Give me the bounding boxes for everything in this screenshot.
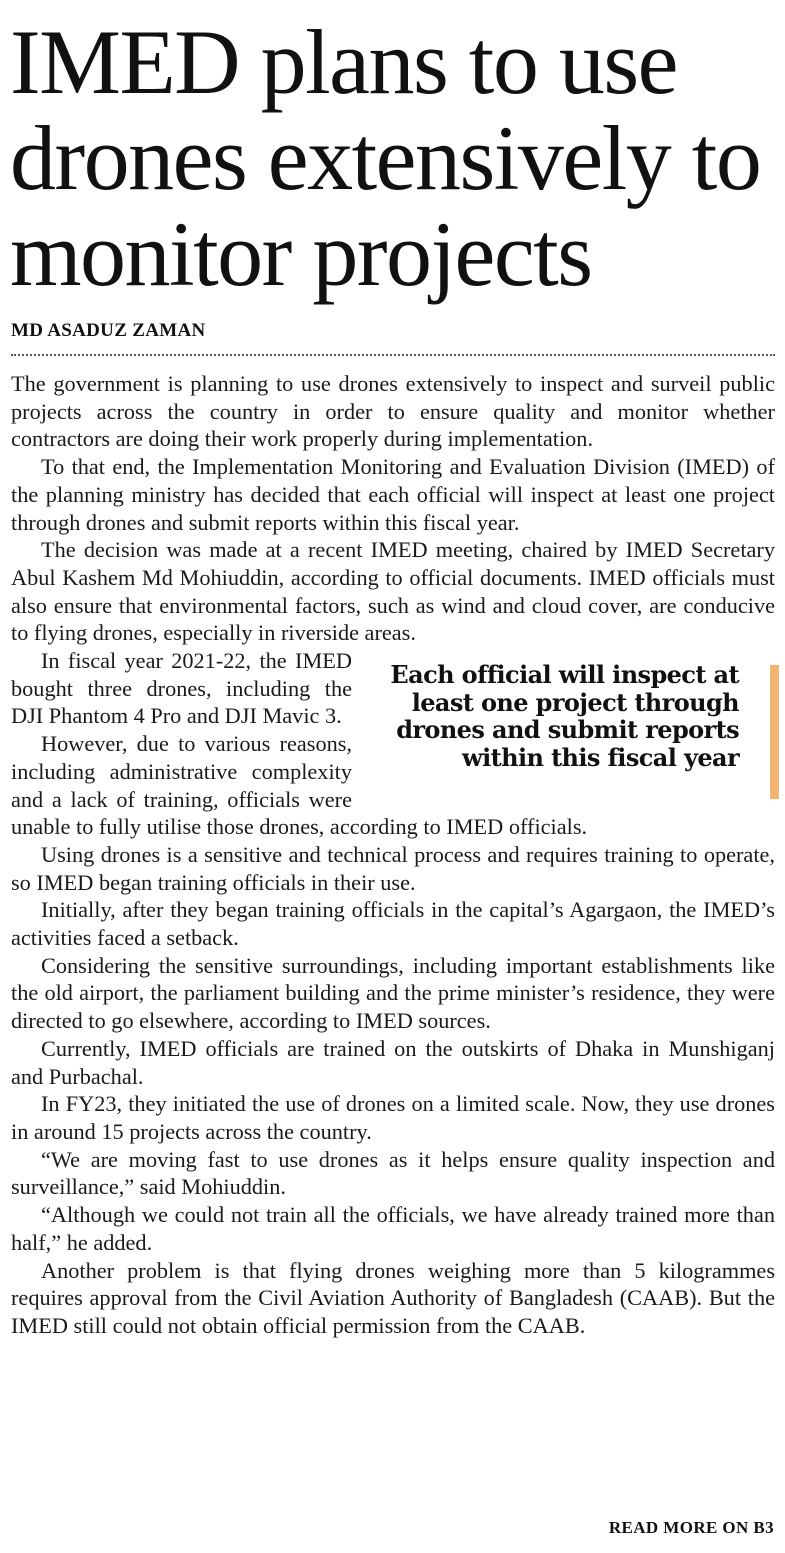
paragraph: Currently, IMED officials are trained on the outskirts of Dhaka in Munshiganj and Purbachal. <box>11 1035 775 1089</box>
paragraph: Initially, after they began training officials in the capital’s Agargaon, the IMED’s activities faced a setback. <box>11 897 775 951</box>
pull-quote-text: Each official will inspect at least one project through drones and submit reports within this fiscal year <box>390 660 739 772</box>
paragraph: However, due to various reasons, including administrative complexity and a lack of training, officials were unable to fully utilise those drones, according to IMED officials. <box>11 731 588 840</box>
paragraph: The decision was made at a recent IMED meeting, chaired by IMED Secretary Abul Kashem Md Mohiuddin, according to official documents. IMED officials must also ensure that environmental factors, such as wind and cloud cover, are conducive to flying drones, especially in riverside areas. <box>11 537 775 646</box>
paragraph: Considering the sensitive surroundings, including important establishments like the old airport, the parliament building and the prime minister’s residence, they were directed to go elsewhere, according to IMED sources. <box>11 952 775 1034</box>
paragraph: “We are moving fast to use drones as it helps ensure quality inspection and surveillance,” said Mohiuddin. <box>11 1146 775 1200</box>
paragraph: Another problem is that flying drones weighing more than 5 kilogrammes requires approval from the Civil Aviation Authority of Bangladesh (CAAB). But the IMED still could not obtain official permission from the CAAB. <box>11 1257 775 1338</box>
paragraph: “Although we could not train all the officials, we have already trained more than half,” he added. <box>11 1202 775 1255</box>
paragraph: To that end, the Implementation Monitoring and Evaluation Division (IMED) of the planning ministry has decided that each official will inspect at least one project through drones and submit reports within this fiscal year. <box>11 454 775 535</box>
article-body <box>11 370 775 1340</box>
paragraph: The government is planning to use drones extensively to inspect and surveil public projects across the country in order to ensure quality and monitor whether contractors are doing their work properly during implementation. <box>11 371 775 452</box>
pull-quote <box>364 653 779 805</box>
pull-quote-accent-bar <box>770 665 779 799</box>
headline: IMED plans to use drones extensively to monitor projects <box>10 11 761 305</box>
read-more-link[interactable]: READ MORE ON B3 <box>608 1518 774 1537</box>
paragraph: Using drones is a sensitive and technical process and requires training to operate, so IMED began training officials in their use. <box>11 841 775 895</box>
paragraph: In FY23, they initiated the use of drones on a limited scale. Now, they use drones in around 15 projects across the country. <box>11 1091 775 1144</box>
paragraph: In fiscal year 2021-22, the IMED bought three drones, including the DJI Phantom 4 Pro and DJI Mavic 3. <box>11 648 352 729</box>
byline-divider <box>11 354 775 356</box>
byline: MD ASADUZ ZAMAN <box>11 320 206 341</box>
